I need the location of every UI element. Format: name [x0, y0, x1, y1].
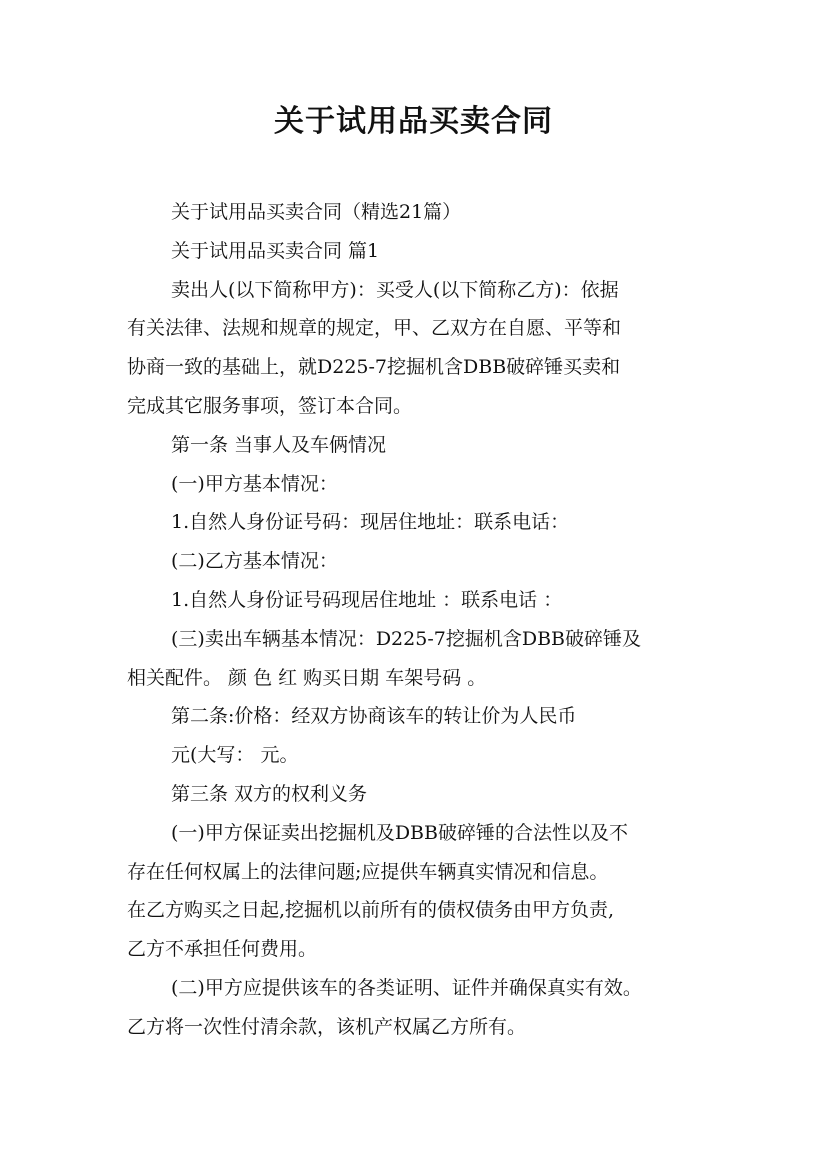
article-heading: 第三条 双方的权利义务	[171, 782, 368, 805]
paragraph-line: 有关法律、法规和规章的规定，甲、乙双方在自愿、平等和	[127, 317, 622, 340]
document-body	[127, 193, 703, 1047]
paragraph-line: 在乙方购买之日起,挖掘机以前所有的债权债务由甲方负责,	[127, 899, 615, 922]
article-heading: 第二条:价格：经双方协商该车的转让价为人民币	[171, 705, 577, 728]
paragraph-line: 存在任何权属上的法律问题;应提供车辆真实情况和信息。	[127, 860, 609, 883]
paragraph-line: 卖出人(以下简称甲方)：买受人(以下简称乙方)：依据	[171, 278, 619, 301]
paragraph-line: (一)甲方保证卖出挖掘机及DBB破碎锤的合法性以及不	[171, 821, 628, 844]
section-heading: 关于试用品买卖合同 篇1	[171, 239, 380, 262]
subtitle-line: 关于试用品买卖合同（精选21篇）	[171, 201, 462, 223]
document-title: 关于试用品买卖合同	[274, 104, 553, 139]
paragraph-line: 完成其它服务事项，签订本合同。	[127, 394, 413, 417]
paragraph-line: 协商一致的基础上，就D225-7挖掘机含DBB破碎锤买卖和	[127, 356, 621, 379]
paragraph-line: (三)卖出车辆基本情况：D225-7挖掘机含DBB破碎锤及	[171, 627, 641, 650]
paragraph-line: (二)乙方基本情况：	[171, 550, 338, 573]
paragraph-line: 元(大写： 元。	[171, 744, 299, 767]
paragraph-line: 相关配件。 颜 色 红 购买日期 车架号码 。	[127, 666, 487, 689]
paragraph-line: 乙方将一次性付清余款，该机产权属乙方所有。	[127, 1015, 527, 1038]
paragraph-line: 1.自然人身份证号码现居住地址 ：联系电话 ：	[171, 588, 563, 611]
paragraph-line: 1.自然人身份证号码：现居住地址：联系电话：	[171, 511, 570, 534]
paragraph-line: (一)甲方基本情况：	[171, 472, 338, 495]
paragraph-line: 乙方不承担任何费用。	[127, 938, 318, 961]
paragraph-line: (二)甲方应提供该车的各类证明、证件并确保真实有效。	[171, 976, 642, 999]
article-heading: 第一条 当事人及车俩情况	[171, 433, 387, 456]
